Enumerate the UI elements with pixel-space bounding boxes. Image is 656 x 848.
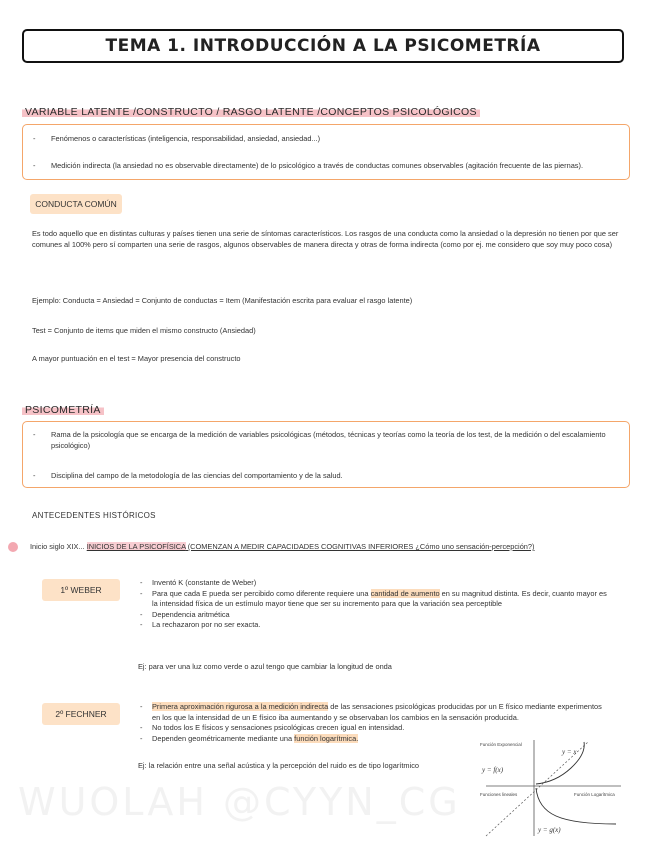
list-item: - No todos los E físicos y sensaciones psicológicas crecen igual en intensidad. bbox=[138, 723, 608, 734]
list-item: - Dependencia aritmética bbox=[138, 610, 610, 621]
list-item: - La rechazaron por no ser exacta. bbox=[138, 620, 610, 631]
definition-box-variable-latente: - Fenómenos o características (inteligencia, responsabilidad, ansiedad, ansiedad...) - Medición indirecta (la ansiedad no es observable directamente) de lo psicológico a través de conductas comunes observables (agitación frecuente de las piernas). bbox=[22, 124, 630, 180]
weber-example: Ej: para ver una luz como verde o azul tengo que cambiar la longitud de onda bbox=[138, 662, 392, 671]
graph-linear-line bbox=[486, 742, 588, 836]
graph-label-exponential: Función Exponencial bbox=[480, 742, 522, 747]
section-heading-text: PSICOMETRÍA bbox=[22, 404, 104, 416]
graph-exponential-curve bbox=[536, 742, 584, 784]
bullet-dot bbox=[8, 542, 18, 552]
graph-eq-exponential: y = f(x) bbox=[482, 766, 504, 774]
conducta-paragraph: Es todo aquello que en distintas culturas y países tienen una serie de síntomas característicos. Los rasgos de una conducta como la ansiedad o la depresión no tienen por que ser comunes al 100% pero sí comparten una serie de rasgos, algunos observables de manera directa y otras de forma indirecta (como por ej. me considero que soy muy poco cosa) bbox=[32, 229, 619, 249]
fechner-example: Ej: la relación entre una señal acústica y la percepción del ruido es de tipo logarítmico bbox=[138, 761, 420, 770]
graph-label-linear: Funciones lineales bbox=[480, 792, 518, 797]
graph-label-logarithmic: Función Logarítmica bbox=[574, 792, 615, 797]
function-graph bbox=[476, 738, 626, 838]
graph-eq-logarithmic: y = g(x) bbox=[538, 826, 561, 834]
list-item: - Primera aproximación rigurosa a la medición indirecta de las sensaciones psicológicas producidas por un E físico mediante experimentos en los que la intensidad de un E físico iba aumentando y se observaban los cambios en la sensación producida. bbox=[138, 702, 608, 723]
conducta-comun-tag: CONDUCTA COMÚN bbox=[30, 194, 122, 214]
weber-tag: 1º WEBER bbox=[42, 579, 120, 601]
watermark: WUOLAH @CYYN_CG bbox=[18, 780, 461, 824]
conducta-score: A mayor puntuación en el test = Mayor presencia del constructo bbox=[32, 354, 241, 363]
fechner-tag: 2º FECHNER bbox=[42, 703, 120, 725]
antecedentes-line: Inicio siglo XIX... INICIOS DE LA PSICOFÍSICA (COMENZAN A MEDIR CAPACIDADES COGNITIVAS INFERIORES ¿Cómo uno sensación-percepción?) bbox=[30, 542, 535, 551]
list-item: - Inventó K (constante de Weber) bbox=[138, 578, 610, 589]
weber-list bbox=[138, 578, 610, 631]
list-item: - Dependen geométricamente mediante una función logarítmica. bbox=[138, 734, 482, 745]
page-title: TEMA 1. INTRODUCCIÓN A LA PSICOMETRÍA bbox=[22, 29, 624, 63]
graph-eq-linear: y = x bbox=[562, 748, 577, 756]
conducta-example: Ejemplo: Conducta = Ansiedad = Conjunto de conductas = Item (Manifestación escrita para evaluar el rasgo latente) bbox=[32, 296, 413, 305]
definition-box-psicometria: - Rama de la psicología que se encarga de la medición de variables psicológicas (métodos, técnicas y teorías como la teoría de los test, de la medición o del escalamiento psicológico) - Disciplina del campo de la metodología de las ciencias del comportamiento y de la salud. bbox=[22, 421, 630, 488]
psicofisica-highlight: INICIOS DE LA PSICOFÍSICA bbox=[86, 542, 186, 551]
section-heading-variable-latente bbox=[22, 102, 480, 120]
list-item: - Para que cada E pueda ser percibido como diferente requiere una cantidad de aumento en su magnitud distinta. Es decir, cuanto mayor es la intensidad física de un estímulo mayor tiene que ser su incremento para que la variación sea perceptible bbox=[138, 589, 610, 610]
antecedentes-heading: ANTECEDENTES HISTÓRICOS bbox=[32, 511, 156, 520]
section-heading-psicometria bbox=[22, 400, 104, 418]
conducta-test: Test = Conjunto de items que miden el mismo constructo (Ansiedad) bbox=[32, 326, 256, 335]
section-heading-text: VARIABLE LATENTE /CONSTRUCTO / RASGO LATENTE /CONCEPTOS PSICOLÓGICOS bbox=[22, 106, 480, 118]
